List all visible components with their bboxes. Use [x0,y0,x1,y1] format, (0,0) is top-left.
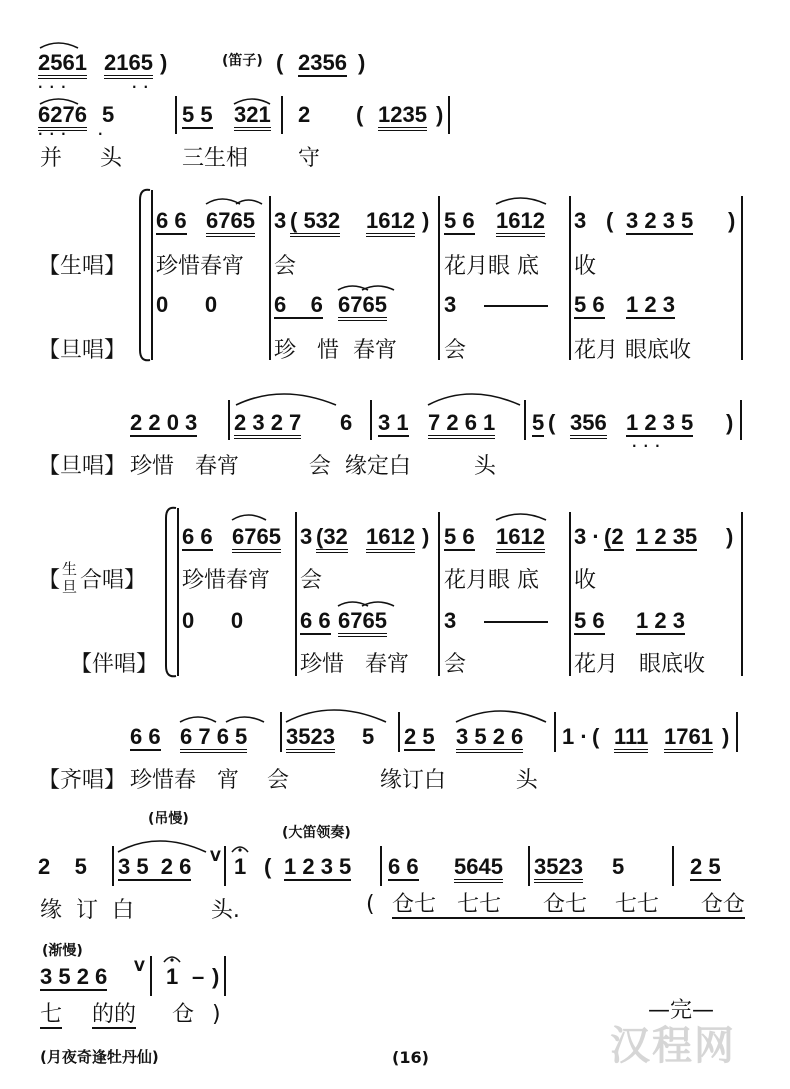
barline [112,846,114,886]
lyric: 珍惜 春宵 会 缘定白 头 [130,454,496,479]
note: 5 [612,854,625,879]
role-label: 【生唱】 [38,254,127,279]
note-group: 111 [614,726,648,753]
barline [740,400,742,440]
note-group: 2561 [38,52,87,79]
role-label: 【旦唱】 [38,338,127,363]
percussion-syllables: 仓七 七七 仓七 七七 仓仓 [392,892,745,917]
lyric: 花月 眼底收 [574,338,691,363]
paren-close: ) [358,50,366,75]
note-group: 1235 [378,104,427,131]
barline [569,512,571,676]
barline [175,96,177,134]
barline [448,96,450,134]
note-group: 2 5 [404,724,435,749]
note-group: 3523 [534,856,583,883]
note-group: 5645 [454,856,503,883]
note-group: 2356 [298,50,347,75]
barline [741,196,743,360]
note-group: 6 6 [182,524,213,549]
role-label: 【伴唱】 [70,652,159,677]
note: 6 [340,410,353,435]
paren-close: ) [422,208,430,233]
barline [295,512,297,676]
breath-mark: V [134,959,145,975]
lyric: 珍 惜 春宵 [274,338,397,363]
paren-open: ( [356,102,364,127]
note-group: 6765 [232,526,281,553]
lyric: 三生相 [182,146,249,171]
barline [150,956,152,996]
note-group: 1612 [366,526,415,553]
note-group: ( 532 [290,210,340,237]
paren-open: ( [548,410,556,435]
lyric: 珍惜 春宵 [300,652,409,677]
barline [741,512,743,676]
note-group: 1 2 3 [626,292,675,317]
lyric: 珍惜春宵 [156,254,245,279]
note-group: 1761 [664,726,713,753]
note-group: 356 [570,412,607,439]
note-group: 5 6 [444,524,475,549]
note-group: 7 2 6 1 [428,412,495,439]
low-octave-dots: ·· [132,80,156,94]
note-group: 321 [234,104,271,131]
extension-dash [484,621,548,623]
note-group: 6 6 [156,208,187,233]
barline [370,400,372,440]
low-octave-dots: ··· [632,439,667,453]
lyric: 收 [574,254,597,279]
note: 1 · [562,724,588,749]
extension-dash [484,305,548,307]
role-bracket: 【 [38,568,61,593]
low-octave-dot: · [98,127,110,141]
note-group: 1 2 3 [636,608,685,633]
annotation-diao-man: (吊慢) [148,811,189,827]
lyric: 收 [574,568,597,593]
note-group: 6276 [38,104,87,131]
barline [438,512,440,676]
lyric: 守 [298,146,321,171]
lyric: 花月眼 底 [444,254,539,279]
lyric: 仓 [172,1002,195,1027]
note: 3 [444,292,457,317]
paren-close: ) [728,208,736,233]
note-group: 5 6 [574,608,605,633]
dash: – [192,964,205,989]
note-group: 0 0 [182,608,244,633]
note: 3 [444,608,457,633]
note-group: 3 5 2 6 [118,854,192,879]
lyric: 花月 眼底收 [574,652,705,677]
paren-close: ) [212,964,220,989]
note-group: 3 5 2 6 [40,964,108,989]
note-group: 2 5 [690,854,721,879]
note: 3 [574,208,587,233]
paren-open: ( [592,724,600,749]
breath-mark: V [210,849,221,865]
note-group: 2 3 2 7 [234,412,301,439]
footer-source: (月夜奇逢牡丹仙) [40,1048,159,1066]
note-group: 6765 [338,294,387,321]
end-mark: —完— [648,998,715,1023]
role-label-dan: 旦 [62,578,78,596]
note-group: 6 6 [388,854,419,879]
note-group: 3523 [286,726,335,753]
note-group: 6 6 [300,608,331,633]
note-group: 3 2 3 5 [626,208,694,233]
barline [228,400,230,440]
lyric: 会 [444,338,467,363]
note-group: 5 6 [574,292,605,317]
lyric: 并 [40,146,63,171]
note-group: 1612 [496,526,545,553]
note-group: 6765 [206,210,255,237]
note-group: 5 6 [444,208,475,233]
note-group: (2 [604,524,624,549]
role-label: 【旦唱】 [38,454,127,479]
note-group: 2 2 0 3 [130,410,198,435]
low-octave-dots: ··· [38,80,73,94]
lyric: 七 [40,1002,63,1027]
note-group: 1 2 35 [636,524,698,549]
paren-close: ) [722,724,730,749]
note-group: 6 6 [130,724,161,749]
barline [438,196,440,360]
barline [280,712,282,752]
note-group: 1612 [496,210,545,237]
paren-open: ( [366,892,375,917]
paren-close: ) [726,524,734,549]
note-group: 6765 [338,610,387,637]
note-group: 6 7 6 5 [180,726,247,753]
lyric: 会 [300,568,323,593]
note-group: 5 5 [182,102,213,127]
barline [554,712,556,752]
note-group: 1 2 3 5 [626,410,694,435]
note: 1 [234,854,247,879]
lyric: 珍惜春宵 [182,568,271,593]
note: 3 · [574,524,600,549]
lyric: 会 [444,652,467,677]
barline [672,846,674,886]
watermark: 汉程网 [610,1023,736,1069]
paren-close: ) [436,102,444,127]
note: 5 [102,102,115,127]
annotation-jian-man: (渐慢) [42,943,83,959]
role-label-sheng: 生 [62,560,78,578]
paren-close: ) [422,524,430,549]
note-group: 2165 [104,52,153,79]
note-group: 3 1 [378,410,409,435]
note: 3 [300,524,313,549]
annotation-da-di: (大笛领奏) [282,825,351,841]
note-group: 0 0 [156,292,218,317]
paren-close: ) [160,50,168,75]
barline [224,846,226,886]
note: 5 [362,724,375,749]
note-group: (32 [316,526,348,553]
barline [528,846,530,886]
note-group: 1612 [366,210,415,237]
paren-open: ( [276,50,284,75]
paren-close: ) [726,410,734,435]
annotation-dizi: (笛子) [222,53,263,69]
barline [524,400,526,440]
page-number: (16) [392,1048,429,1067]
role-label: 【齐唱】 [38,768,127,793]
note: 3 [274,208,287,233]
barline [281,96,283,134]
lyric: 珍惜春 宵 会 缘订白 头 [130,768,538,793]
lyric: 的的 [92,1002,137,1027]
paren-open: ( [606,208,614,233]
barline [269,196,271,360]
note-group: 3 5 2 6 [456,726,523,753]
note: 1 [166,964,179,989]
note: 2 [298,102,311,127]
note-group: 1 2 3 5 [284,854,352,879]
barline [224,956,226,996]
lyric: 头 [100,146,123,171]
note: 5 [532,410,545,435]
paren-open: ( [264,854,272,879]
barline [398,712,400,752]
note-group: 2 5 [38,854,87,879]
lyric: 花月眼 底 [444,568,539,593]
barline [380,846,382,886]
low-octave-dots: ··· [38,127,73,141]
barline [736,712,738,752]
note-group: 6 6 [274,292,323,317]
role-label: 合唱】 [80,568,147,593]
lyric: 缘 订 白 头. [40,898,240,923]
lyric: ) [212,1002,221,1027]
lyric: 会 [274,254,297,279]
barline [569,196,571,360]
